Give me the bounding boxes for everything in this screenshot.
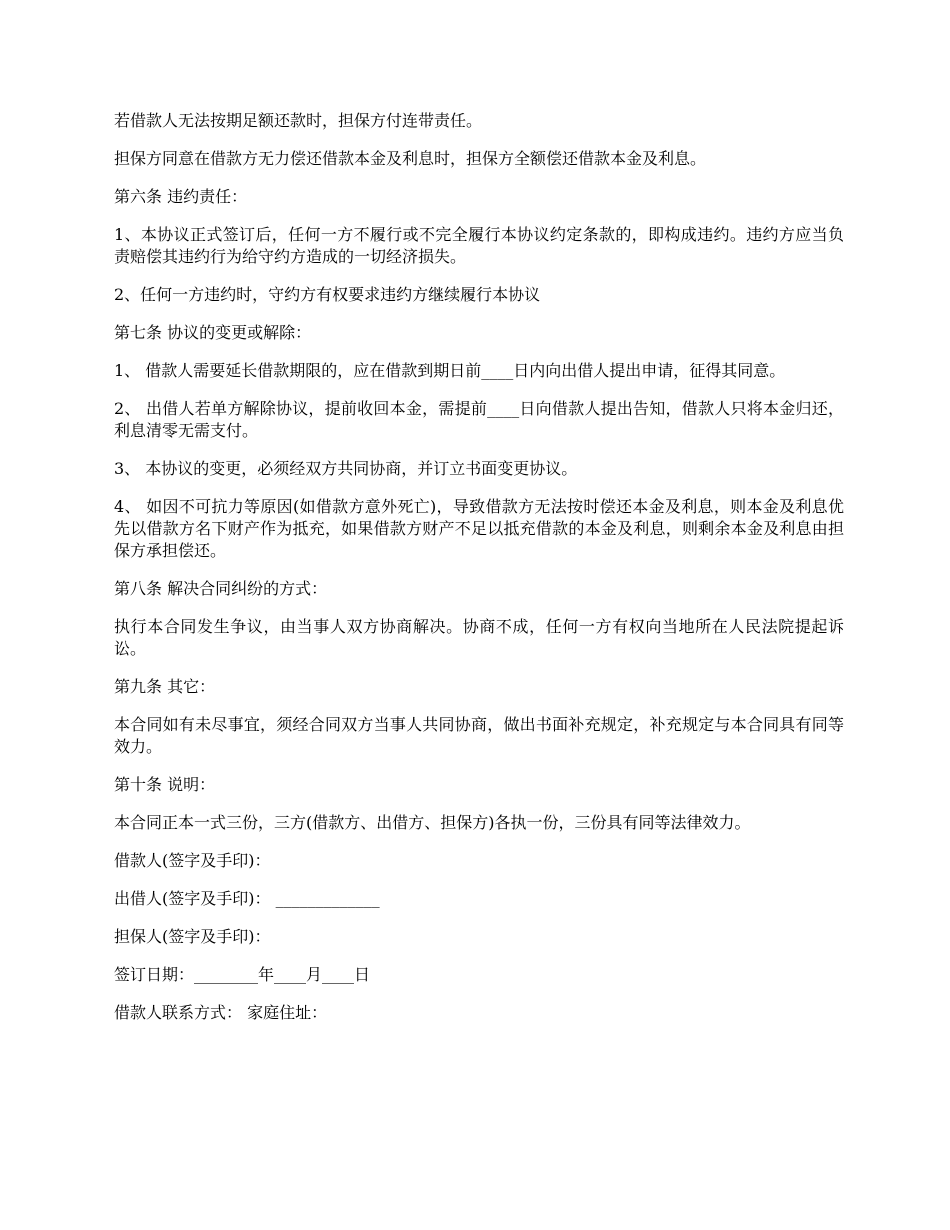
article-10-body: 本合同正本一式三份，三方(借款方、出借方、担保方)各执一份，三份具有同等法律效力。 xyxy=(114,813,751,832)
article-8-body: 执行本合同发生争议，由当事人双方协商解决。协商不成，任何一方有权向当地所在人民法院提起诉讼。 xyxy=(114,617,844,658)
article-7-clause-2: 2、 出借人若单方解除协议，提前收回本金，需提前____日向借款人提出告知，借款人只将本金归还，利息清零无需支付。 xyxy=(114,399,844,440)
article-7-clause-3: 3、 本协议的变更，必须经双方共同协商，并订立书面变更协议。 xyxy=(114,459,578,478)
article-6-clause-1: 1、本协议正式签订后，任何一方不履行或不完全履行本协议约定条款的，即构成违约。违约方应当负责赔偿其违约行为给守约方造成的一切经济损失。 xyxy=(114,225,844,266)
guarantee-full-repayment-paragraph: 担保方同意在借款方无力偿还借款本金及利息时，担保方全额偿还借款本金及利息。 xyxy=(114,149,707,168)
article-10-heading: 第十条 说明： xyxy=(114,775,216,794)
borrower-signature-line: 借款人(签字及手印)： xyxy=(114,851,271,870)
article-7-heading: 第七条 协议的变更或解除： xyxy=(114,323,312,342)
article-9-body: 本合同如有未尽事宜，须经合同双方当事人共同协商，做出书面补充规定，补充规定与本合同具有同等效力。 xyxy=(114,715,844,756)
article-9-heading: 第九条 其它： xyxy=(114,677,216,696)
signing-date-line: 签订日期：________年____月____日 xyxy=(114,965,371,984)
article-8-heading: 第八条 解决合同纠纷的方式： xyxy=(114,579,328,598)
article-6-clause-2: 2、任何一方违约时，守约方有权要求违约方继续履行本协议 xyxy=(114,285,541,304)
guarantor-signature-line: 担保人(签字及手印)： xyxy=(114,927,271,946)
article-7-clause-4: 4、 如因不可抗力等原因(如借款方意外死亡)，导致借款方无法按时偿还本金及利息，则本金及利息优先以借款方名下财产作为抵充，如果借款方财产不足以抵充借款的本金及利息，则剩余本金及利息由担保方承担偿还。 xyxy=(114,497,844,560)
borrower-contact-line: 借款人联系方式： 家庭住址： xyxy=(114,1003,328,1022)
contract-page xyxy=(114,110,844,1040)
guarantee-joint-liability-paragraph: 若借款人无法按期足额还款时，担保方付连带责任。 xyxy=(114,111,483,130)
article-6-heading: 第六条 违约责任： xyxy=(114,187,248,206)
lender-signature-line: 出借人(签字及手印)： _____________ xyxy=(114,889,380,908)
article-7-clause-1: 1、 借款人需要延长借款期限的，应在借款到期日前____日内向出借人提出申请，征得其同意。 xyxy=(114,361,786,380)
